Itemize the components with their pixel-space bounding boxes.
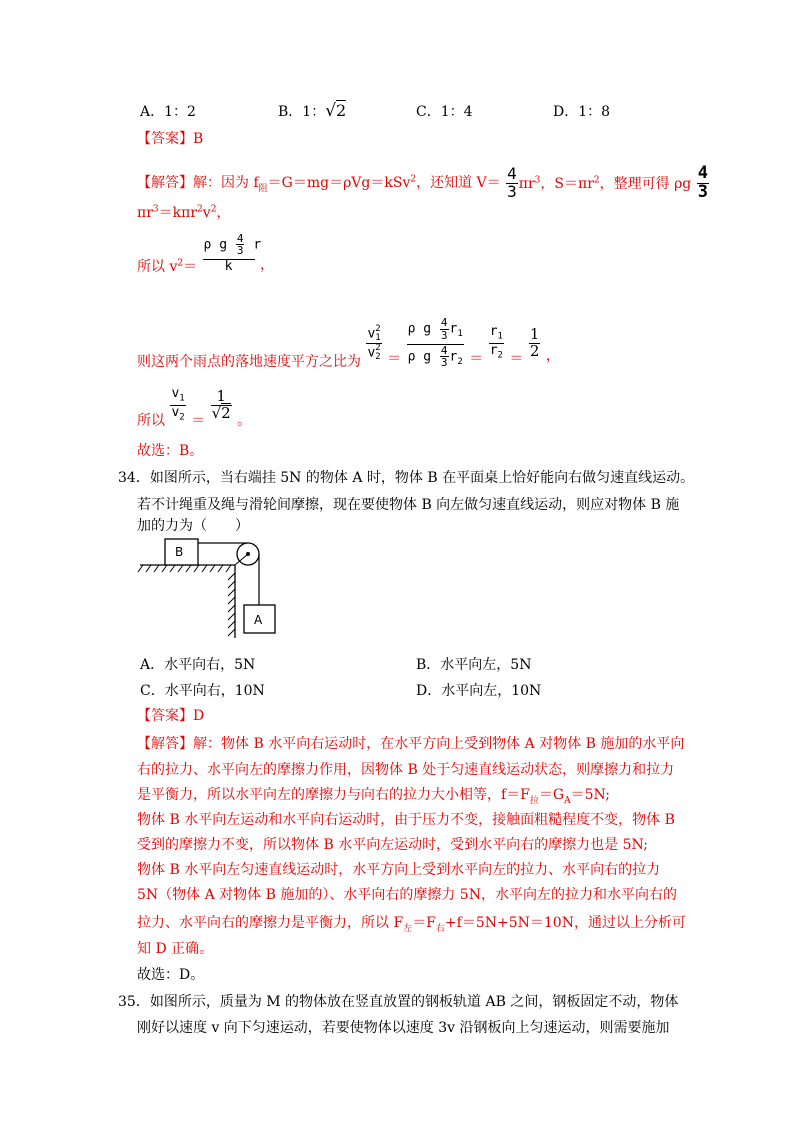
q33-option-b — [278, 101, 346, 121]
table-hatch — [138, 565, 235, 636]
q33-option-c: C．1：4 — [416, 104, 473, 120]
eq3: ＝ — [509, 351, 524, 367]
q33-option-b-radicand: 2 — [336, 101, 347, 120]
d2: 2 — [529, 341, 540, 360]
q33-so-ratio — [137, 380, 251, 430]
eq: ＝ — [183, 259, 198, 275]
e8sub1: 左 — [403, 923, 413, 934]
v1sq: v 2 1 — [367, 323, 381, 343]
e3a: 是平衡力，所以水平向左的摩擦力与向右的拉力大小相等，f＝F — [137, 787, 530, 803]
r1t: r — [489, 324, 498, 340]
eq1: ＝ — [387, 351, 402, 367]
frac-num: 4 — [507, 164, 517, 184]
r: r — [253, 237, 262, 253]
comma3: ， — [545, 348, 560, 364]
e8a: 拉力、水平向右的摩擦力是平衡力，所以 F — [137, 915, 404, 931]
frac-4-3 — [506, 166, 518, 201]
e3sub2: A — [564, 795, 571, 806]
q34-explain-line4: 物体 B 水平向左运动和水平向右运动时，由于压力不变，接触面粗糙程度不变，物体 B — [137, 812, 675, 828]
q33-ratio-line — [137, 315, 560, 371]
ratio-text: 则这两个雨点的落地速度平方之比为 — [137, 354, 361, 370]
r2a: r — [449, 349, 458, 365]
q34-explain-line7: 5N（物体 A 对物体 B 施加的）、水平向右的摩擦力 5N，水平向左的拉力和水平向右的 — [137, 887, 677, 903]
q33-explain-text4: ，S＝πr — [540, 176, 594, 193]
pir3: πr — [518, 176, 535, 193]
q34-explain-label: 【解答】 — [137, 736, 193, 752]
rho-g2: ρ g — [407, 349, 432, 365]
q34-explain-line2: 右的拉力、水平向左的摩擦力作用，因物体 B 处于匀速直线运动状态，则摩擦力和拉力 — [137, 762, 675, 778]
q34-explain-line1 — [137, 733, 684, 753]
v2sq: v 2 2 — [367, 342, 381, 362]
v2t: v — [171, 404, 180, 420]
sqrt-sign: √ — [325, 101, 337, 121]
frac-v1v2-sq — [366, 325, 381, 362]
q34-explain-line3 — [137, 784, 610, 806]
q33-explain-label: 【解答】 — [137, 175, 193, 192]
n1: 1 — [529, 324, 540, 343]
block-a-label: A — [254, 613, 263, 627]
v1: v — [367, 326, 376, 341]
frac-v1-v2 — [170, 387, 185, 422]
frac-den: 3 — [507, 181, 517, 201]
q33-explain-text5: ，整理可得 ρg — [599, 176, 692, 193]
pir: πr — [137, 205, 153, 221]
small-frac-2 — [440, 345, 449, 369]
q33-so-v2: 所以 $v^2=$ ρ g $\frac{4}{3}$ r k ， — [137, 231, 274, 275]
q33-explain-text2: ＝G＝mg＝ρVg＝kSv — [267, 175, 411, 192]
comma: ， — [216, 205, 231, 221]
frac-1-sqrt2 — [211, 386, 232, 422]
rad2: 2 — [221, 403, 231, 422]
q33-option-b-text: B．1： — [278, 104, 326, 120]
q33-explain-line2: $\pi r^3=k\pi r^2v^2$， — [137, 204, 231, 221]
sqrt2-den: √2 — [211, 403, 231, 422]
q34-explain-line6: 物体 B 水平向左匀速直线运动时，水平方向上受到水平向左的拉力、水平向右的拉力 — [137, 862, 661, 878]
r2: $r_2$ — [489, 342, 503, 361]
frac-4-3-b — [697, 165, 709, 202]
q34-e1: 解：物体 B 水平向右运动时，在水平方向上受到物体 A 对物体 B 施加的水平向 — [193, 736, 685, 752]
sn1: 4 — [440, 316, 448, 330]
rho-g: ρ g — [203, 237, 228, 253]
v: v — [202, 205, 211, 221]
q34-stem-line2: 若不计绳重及绳与滑轮间摩擦，现在要使物体 B 向左做匀速直线运动，则应对物体 B 施 — [137, 497, 680, 513]
r1a: r — [449, 321, 458, 337]
small-den: 3 — [236, 244, 244, 258]
q34-explain-line9: 知 D 正确。 — [137, 941, 214, 957]
q34-pulley-diagram — [135, 535, 285, 640]
e8sub2: 右 — [435, 923, 445, 934]
ratio-den: ρ g $\frac{4}{3}$ $r_2$ — [407, 343, 463, 370]
q33-choose: 故选：B。 — [137, 443, 204, 459]
k: k — [224, 258, 233, 274]
sd1: 3 — [440, 328, 448, 342]
q35-stem-line1: 35．如图所示，质量为 M 的物体放在竖直放置的钢板轨道 AB 之间，钢板固定不动，物体 — [118, 994, 679, 1010]
v1f: $v_1$ — [171, 386, 185, 405]
e3b: ＝G — [538, 787, 565, 803]
v2: v — [367, 345, 376, 360]
e3sub: 拉 — [529, 795, 539, 806]
frac-v2-num — [203, 231, 262, 260]
rho-g1: ρ g — [407, 321, 432, 337]
frac-v2 — [203, 231, 262, 274]
q34-explain-line5: 受到的摩擦力不变，所以物体 B 水平向左运动时，受到水平向右的摩擦力也是 5N; — [137, 837, 649, 853]
small-num: 4 — [236, 231, 244, 245]
q34-explain-line8 — [137, 912, 686, 934]
sd2: 3 — [440, 356, 448, 370]
e8c: +f＝5N+5N＝10N，通过以上分析可 — [444, 915, 686, 931]
frac-rho-ratio — [407, 317, 464, 368]
q33-explain-text3: ，还知道 V＝ — [416, 175, 501, 192]
ratio-num: ρ g $\frac{4}{3}$ $r_1$ — [407, 317, 464, 344]
kpir: ＝kπr — [158, 205, 198, 221]
e3c: ＝5N; — [570, 787, 610, 803]
frac-num: 4 — [697, 163, 708, 183]
n1b: 1 — [211, 389, 232, 406]
q33-explain-line1: 【解答】解：因为 $f_阻=G=mg=\rho Vg=kSv^2$，还知道 V＝ $\frac{4}{3}$ $\pi r^3$，$S=\pi r^2$，整理可得 ρg $\frac{4}{3}$ — [137, 163, 708, 202]
r1: $r_1$ — [489, 324, 503, 343]
q33-option-a: A．1：2 — [140, 104, 196, 120]
q34-option-c: C．水平向右，10N — [140, 683, 265, 699]
q34-option-d: D．水平向左，10N — [416, 683, 542, 699]
q34-answer: 【答案】D — [137, 708, 205, 724]
q34-stem-line3: 加的力为（ ） — [137, 518, 249, 534]
v2f: $v_2$ — [171, 404, 185, 423]
so-v2: 所以 v — [137, 259, 178, 275]
small-frac-1 — [440, 317, 449, 341]
q35-stem-line2: 刚好以速度 v 向下匀速运动，若要使物体以速度 3v 沿钢板向上匀速运动，则需要施加 — [137, 1020, 670, 1036]
frac-1-2 — [529, 324, 541, 360]
frac-den: 3 — [697, 181, 708, 202]
q33-answer: 【答案】B — [137, 131, 204, 147]
comma2: ， — [260, 257, 274, 273]
frac-r1r2 — [489, 325, 504, 360]
q33-explain-text: 解：因为 f — [193, 175, 259, 192]
eq4: ＝ — [191, 413, 206, 429]
q34-option-b: B．水平向左，5N — [416, 657, 532, 673]
q34-option-a: A．水平向右，5N — [140, 657, 256, 673]
q33-option-d: D．1：8 — [553, 104, 611, 120]
r2t: r — [489, 342, 498, 358]
small-frac — [236, 233, 245, 257]
e8b: ＝F — [412, 915, 436, 931]
so-ratio: 所以 — [137, 413, 165, 429]
period: 。 — [237, 413, 252, 429]
v1t: v — [171, 386, 180, 402]
eq2: ＝ — [469, 351, 484, 367]
q34-choose: 故选：D。 — [137, 967, 205, 983]
q34-stem-line1: 34．如图所示，当右端挂 5N 的物体 A 时，物体 B 在平面桌上恰好能向右做匀速直线运动。 — [118, 470, 695, 486]
sub-zu: 阻 — [258, 184, 268, 195]
sn2: 4 — [440, 343, 448, 357]
block-b-label: B — [175, 545, 184, 559]
